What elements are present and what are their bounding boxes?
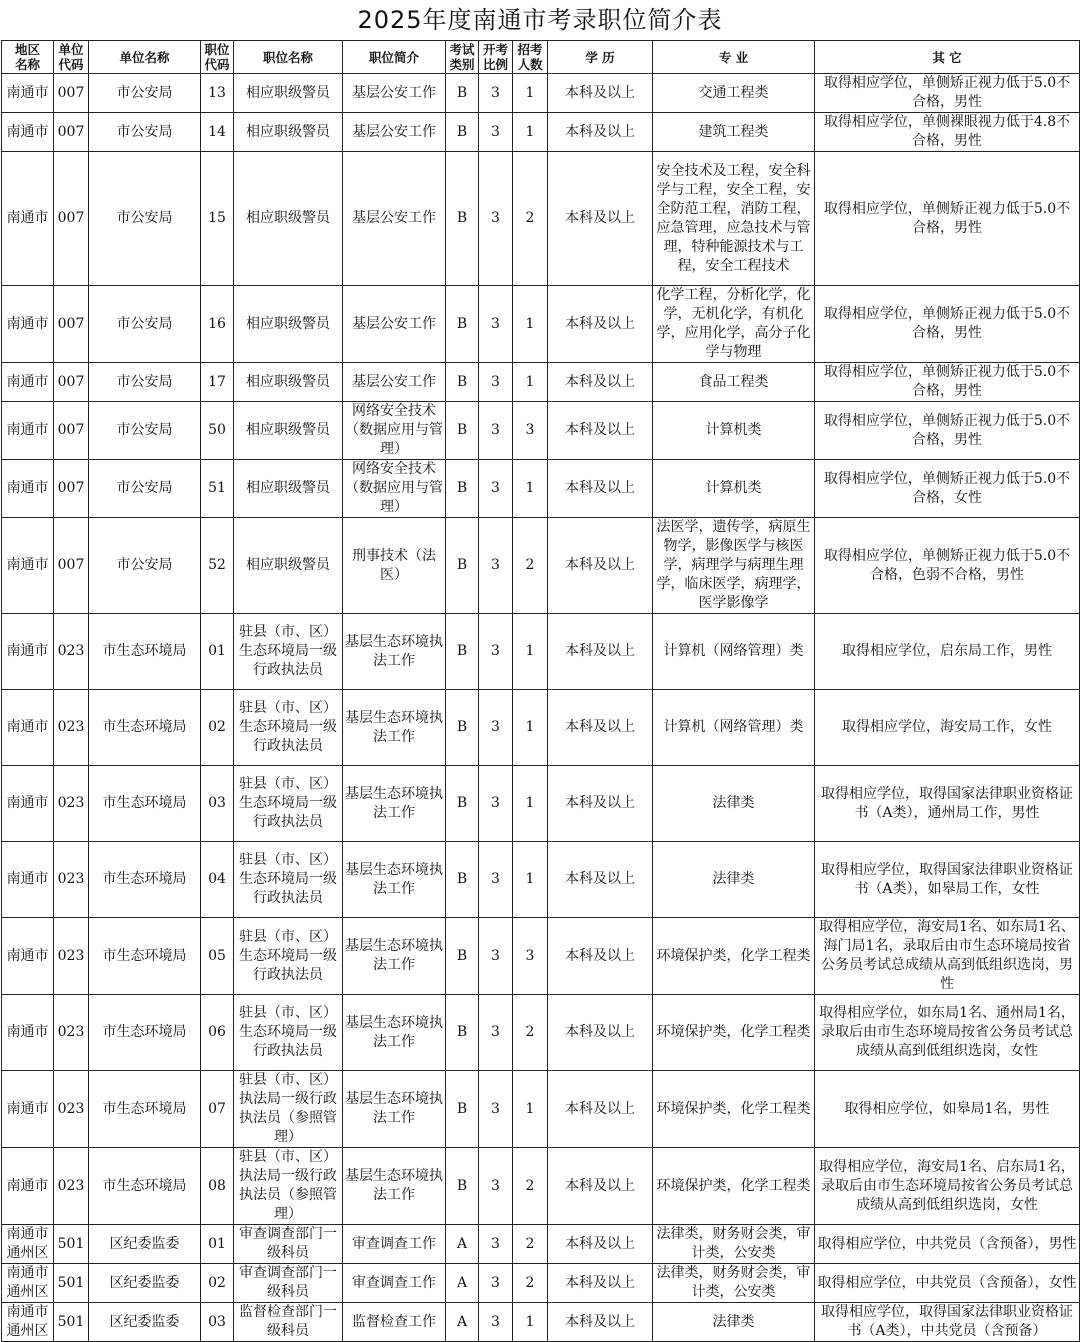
other-requirements-cell: 取得相应学位，海安局1名、启东局1名，录取后由市生态环境局按省公务员考试总成绩从高到低组织选岗，女性 xyxy=(815,1148,1080,1225)
position-code-cell: 02 xyxy=(201,690,234,766)
region-cell: 南通市 xyxy=(2,152,54,286)
header-major xyxy=(653,41,815,74)
unit-code-cell: 007 xyxy=(54,402,89,460)
region-cell: 南通市 xyxy=(2,614,54,690)
other-requirements-cell: 取得相应学位，中共党员（含预备），男性 xyxy=(815,1225,1080,1264)
header-position-code-line2: 代码 xyxy=(204,57,230,72)
exam-ratio-cell: 3 xyxy=(479,152,513,286)
other-requirements-cell: 取得相应学位，单侧矫正视力低于5.0不合格，男性 xyxy=(815,286,1080,363)
hiring-count-cell: 1 xyxy=(513,286,548,363)
exam-type-cell: A xyxy=(446,1264,479,1303)
table-row xyxy=(2,363,1080,402)
other-requirements-cell: 取得相应学位，单侧矫正视力低于5.0不合格，女性 xyxy=(815,460,1080,518)
region-cell: 南通市 xyxy=(2,766,54,842)
position-name-cell: 驻县（市、区）生态环境局一级行政执法员 xyxy=(234,995,343,1071)
unit-name-cell: 市生态环境局 xyxy=(89,995,201,1071)
header-exam-ratio-line2: 比例 xyxy=(482,57,508,72)
hiring-count-cell: 2 xyxy=(513,1264,548,1303)
other-requirements-cell: 取得相应学位，单侧矫正视力低于5.0不合格，色弱不合格，男性 xyxy=(815,518,1080,614)
unit-name-cell: 市公安局 xyxy=(89,152,201,286)
region-cell: 南通市 xyxy=(2,918,54,995)
header-region xyxy=(2,41,54,74)
region-cell: 南通市 xyxy=(2,113,54,152)
unit-code-cell: 023 xyxy=(54,918,89,995)
unit-name-cell: 市生态环境局 xyxy=(89,1148,201,1225)
unit-name-cell: 市生态环境局 xyxy=(89,918,201,995)
unit-name-cell: 市生态环境局 xyxy=(89,766,201,842)
unit-code-cell: 007 xyxy=(54,152,89,286)
table-row xyxy=(2,286,1080,363)
header-exam-ratio-line1: 开考 xyxy=(482,42,508,57)
major-cell: 计算机（网络管理）类 xyxy=(653,614,815,690)
position-code-cell: 17 xyxy=(201,363,234,402)
position-name-cell: 驻县（市、区）生态环境局一级行政执法员 xyxy=(234,690,343,766)
exam-type-cell: B xyxy=(446,690,479,766)
header-exam-type-line2: 类别 xyxy=(449,57,475,72)
exam-ratio-cell: 3 xyxy=(479,1225,513,1264)
position-name-cell: 监督检查部门一级科员 xyxy=(234,1303,343,1342)
exam-type-cell: B xyxy=(446,113,479,152)
table-row xyxy=(2,460,1080,518)
exam-type-cell: A xyxy=(446,1225,479,1264)
education-cell: 本科及以上 xyxy=(548,842,653,918)
exam-type-cell: B xyxy=(446,152,479,286)
exam-ratio-cell: 3 xyxy=(479,1264,513,1303)
exam-type-cell: B xyxy=(446,918,479,995)
region-cell: 南通市 xyxy=(2,1148,54,1225)
unit-name-cell: 市公安局 xyxy=(89,460,201,518)
hiring-count-cell: 3 xyxy=(513,402,548,460)
header-unit-code-line1: 单位 xyxy=(58,42,84,57)
position-code-cell: 15 xyxy=(201,152,234,286)
unit-name-cell: 区纪委监委 xyxy=(89,1225,201,1264)
table-row xyxy=(2,152,1080,286)
major-cell: 环境保护类，化学工程类 xyxy=(653,918,815,995)
major-cell: 法律类，财务财会类，审计类，公安类 xyxy=(653,1264,815,1303)
education-cell: 本科及以上 xyxy=(548,286,653,363)
hiring-count-cell: 1 xyxy=(513,842,548,918)
unit-name-cell: 市生态环境局 xyxy=(89,1071,201,1148)
unit-code-cell: 007 xyxy=(54,363,89,402)
education-cell: 本科及以上 xyxy=(548,460,653,518)
position-code-cell: 52 xyxy=(201,518,234,614)
position-name-cell: 驻县（市、区）执法局一级行政执法员（参照管理） xyxy=(234,1071,343,1148)
position-name-cell: 审查调查部门一级科员 xyxy=(234,1225,343,1264)
education-cell: 本科及以上 xyxy=(548,1071,653,1148)
other-requirements-cell: 取得相应学位，单侧矫正视力低于5.0不合格，男性 xyxy=(815,363,1080,402)
exam-type-cell: B xyxy=(446,74,479,113)
exam-type-cell: B xyxy=(446,1148,479,1225)
position-description-cell: 基层公安工作 xyxy=(343,363,446,402)
table-body xyxy=(2,74,1080,1342)
region-cell: 南通市通州区 xyxy=(2,1303,54,1342)
hiring-count-cell: 1 xyxy=(513,1071,548,1148)
major-cell: 安全技术及工程，安全科学与工程，安全工程，安全防范工程，消防工程，应急管理，应急技术与管理，特种能源技术与工程，安全工程技术 xyxy=(653,152,815,286)
header-position-description xyxy=(343,41,446,74)
position-description-cell: 网络安全技术（数据应用与管理） xyxy=(343,460,446,518)
exam-ratio-cell: 3 xyxy=(479,1071,513,1148)
unit-name-cell: 区纪委监委 xyxy=(89,1303,201,1342)
education-cell: 本科及以上 xyxy=(548,1264,653,1303)
position-code-cell: 50 xyxy=(201,402,234,460)
unit-code-cell: 023 xyxy=(54,690,89,766)
education-cell: 本科及以上 xyxy=(548,152,653,286)
exam-ratio-cell: 3 xyxy=(479,113,513,152)
region-cell: 南通市 xyxy=(2,460,54,518)
position-description-cell: 基层生态环境执法工作 xyxy=(343,766,446,842)
exam-ratio-cell: 3 xyxy=(479,74,513,113)
position-description-cell: 刑事技术（法医） xyxy=(343,518,446,614)
hiring-count-cell: 1 xyxy=(513,74,548,113)
header-region-line1: 地区 xyxy=(14,42,40,57)
other-requirements-cell: 取得相应学位，如东局1名、通州局1名，录取后由市生态环境局按省公务员考试总成绩从高到低组织选岗，女性 xyxy=(815,995,1080,1071)
position-description-cell: 基层生态环境执法工作 xyxy=(343,918,446,995)
region-cell: 南通市 xyxy=(2,402,54,460)
position-name-cell: 相应职级警员 xyxy=(234,74,343,113)
header-other-requirements xyxy=(815,41,1080,74)
exam-ratio-cell: 3 xyxy=(479,614,513,690)
hiring-count-cell: 2 xyxy=(513,995,548,1071)
position-name-cell: 相应职级警员 xyxy=(234,402,343,460)
unit-code-cell: 501 xyxy=(54,1303,89,1342)
exam-type-cell: B xyxy=(446,518,479,614)
table-row xyxy=(2,402,1080,460)
table-row xyxy=(2,113,1080,152)
other-requirements-cell: 取得相应学位，取得国家法律职业资格证书（A类），如皋局工作，女性 xyxy=(815,842,1080,918)
position-description-cell: 基层生态环境执法工作 xyxy=(343,690,446,766)
exam-ratio-cell: 3 xyxy=(479,766,513,842)
education-cell: 本科及以上 xyxy=(548,995,653,1071)
position-code-cell: 08 xyxy=(201,1148,234,1225)
exam-type-cell: B xyxy=(446,460,479,518)
education-cell: 本科及以上 xyxy=(548,1225,653,1264)
region-cell: 南通市 xyxy=(2,842,54,918)
unit-name-cell: 市公安局 xyxy=(89,286,201,363)
position-name-cell: 驻县（市、区）执法局一级行政执法员（参照管理） xyxy=(234,1148,343,1225)
exam-type-cell: B xyxy=(446,402,479,460)
education-cell: 本科及以上 xyxy=(548,1148,653,1225)
other-requirements-cell: 取得相应学位，取得国家法律职业资格证书（A类），中共党员（含预备） xyxy=(815,1303,1080,1342)
position-code-cell: 07 xyxy=(201,1071,234,1148)
header-exam-type-line1: 考试 xyxy=(449,42,475,57)
major-cell: 计算机（网络管理）类 xyxy=(653,690,815,766)
table-row xyxy=(2,1303,1080,1342)
education-cell: 本科及以上 xyxy=(548,518,653,614)
region-cell: 南通市 xyxy=(2,995,54,1071)
position-description-cell: 审查调查工作 xyxy=(343,1225,446,1264)
unit-name-cell: 市公安局 xyxy=(89,402,201,460)
unit-name-cell: 市公安局 xyxy=(89,363,201,402)
header-other-requirements-line1: 其 它 xyxy=(932,49,962,65)
unit-code-cell: 023 xyxy=(54,1148,89,1225)
exam-ratio-cell: 3 xyxy=(479,690,513,766)
exam-type-cell: B xyxy=(446,286,479,363)
position-name-cell: 相应职级警员 xyxy=(234,286,343,363)
unit-code-cell: 023 xyxy=(54,766,89,842)
exam-ratio-cell: 3 xyxy=(479,918,513,995)
header-unit-name xyxy=(89,41,201,74)
position-description-cell: 基层生态环境执法工作 xyxy=(343,1148,446,1225)
major-cell: 计算机类 xyxy=(653,460,815,518)
position-description-cell: 监督检查工作 xyxy=(343,1303,446,1342)
hiring-count-cell: 1 xyxy=(513,363,548,402)
position-description-cell: 基层生态环境执法工作 xyxy=(343,995,446,1071)
header-hiring-count-line1: 招考 xyxy=(517,42,543,57)
table-row xyxy=(2,1225,1080,1264)
other-requirements-cell: 取得相应学位，单侧裸眼视力低于4.8不合格，男性 xyxy=(815,113,1080,152)
header-position-name-line1: 职位名称 xyxy=(262,49,313,65)
position-name-cell: 驻县（市、区）生态环境局一级行政执法员 xyxy=(234,614,343,690)
hiring-count-cell: 1 xyxy=(513,614,548,690)
table-row xyxy=(2,614,1080,690)
unit-code-cell: 007 xyxy=(54,113,89,152)
unit-code-cell: 023 xyxy=(54,1071,89,1148)
position-name-cell: 驻县（市、区）生态环境局一级行政执法员 xyxy=(234,918,343,995)
education-cell: 本科及以上 xyxy=(548,402,653,460)
table-row xyxy=(2,1148,1080,1225)
unit-name-cell: 市生态环境局 xyxy=(89,690,201,766)
exam-type-cell: B xyxy=(446,614,479,690)
hiring-count-cell: 1 xyxy=(513,113,548,152)
major-cell: 计算机类 xyxy=(653,402,815,460)
exam-ratio-cell: 3 xyxy=(479,518,513,614)
header-position-description-line1: 职位简介 xyxy=(368,49,419,65)
unit-name-cell: 市生态环境局 xyxy=(89,614,201,690)
unit-name-cell: 市生态环境局 xyxy=(89,842,201,918)
region-cell: 南通市 xyxy=(2,518,54,614)
hiring-count-cell: 3 xyxy=(513,918,548,995)
major-cell: 法医学，遗传学，病原生物学，影像医学与核医学，病理学与病理生理学，临床医学，病理学，医学影像学 xyxy=(653,518,815,614)
hiring-count-cell: 2 xyxy=(513,1148,548,1225)
header-row xyxy=(2,41,1080,74)
header-position-name xyxy=(234,41,343,74)
major-cell: 交通工程类 xyxy=(653,74,815,113)
region-cell: 南通市通州区 xyxy=(2,1264,54,1303)
hiring-count-cell: 2 xyxy=(513,1225,548,1264)
position-name-cell: 相应职级警员 xyxy=(234,152,343,286)
position-name-cell: 驻县（市、区）生态环境局一级行政执法员 xyxy=(234,766,343,842)
position-code-cell: 05 xyxy=(201,918,234,995)
table-row xyxy=(2,842,1080,918)
exam-type-cell: A xyxy=(446,1303,479,1342)
table-row xyxy=(2,1264,1080,1303)
hiring-count-cell: 2 xyxy=(513,152,548,286)
hiring-count-cell: 2 xyxy=(513,518,548,614)
major-cell: 法律类 xyxy=(653,1303,815,1342)
exam-type-cell: B xyxy=(446,995,479,1071)
position-name-cell: 相应职级警员 xyxy=(234,363,343,402)
exam-ratio-cell: 3 xyxy=(479,995,513,1071)
position-code-cell: 13 xyxy=(201,74,234,113)
region-cell: 南通市 xyxy=(2,74,54,113)
major-cell: 建筑工程类 xyxy=(653,113,815,152)
other-requirements-cell: 取得相应学位，单侧矫正视力低于5.0不合格，男性 xyxy=(815,402,1080,460)
exam-ratio-cell: 3 xyxy=(479,842,513,918)
header-education-line1: 学 历 xyxy=(585,49,615,65)
exam-ratio-cell: 3 xyxy=(479,402,513,460)
header-education xyxy=(548,41,653,74)
unit-name-cell: 市公安局 xyxy=(89,113,201,152)
header-hiring-count xyxy=(513,41,548,74)
position-name-cell: 相应职级警员 xyxy=(234,518,343,614)
other-requirements-cell: 取得相应学位，启东局工作，男性 xyxy=(815,614,1080,690)
unit-name-cell: 市公安局 xyxy=(89,518,201,614)
region-cell: 南通市 xyxy=(2,286,54,363)
position-description-cell: 基层生态环境执法工作 xyxy=(343,614,446,690)
unit-code-cell: 501 xyxy=(54,1264,89,1303)
unit-code-cell: 501 xyxy=(54,1225,89,1264)
position-code-cell: 01 xyxy=(201,614,234,690)
exam-type-cell: B xyxy=(446,766,479,842)
education-cell: 本科及以上 xyxy=(548,690,653,766)
hiring-count-cell: 1 xyxy=(513,690,548,766)
header-position-code-line1: 职位 xyxy=(204,42,230,57)
unit-code-cell: 007 xyxy=(54,74,89,113)
major-cell: 法律类 xyxy=(653,766,815,842)
position-name-cell: 审查调查部门一级科员 xyxy=(234,1264,343,1303)
exam-type-cell: B xyxy=(446,1071,479,1148)
header-unit-code-line2: 代码 xyxy=(58,57,84,72)
region-cell: 南通市 xyxy=(2,363,54,402)
table-row xyxy=(2,766,1080,842)
table-row xyxy=(2,918,1080,995)
hiring-count-cell: 1 xyxy=(513,766,548,842)
exam-type-cell: B xyxy=(446,842,479,918)
position-table xyxy=(1,40,1080,1342)
position-code-cell: 14 xyxy=(201,113,234,152)
other-requirements-cell: 取得相应学位，海安局1名、如东局1名、海门局1名，录取后由市生态环境局按省公务员考试总成绩从高到低组织选岗，男性 xyxy=(815,918,1080,995)
unit-code-cell: 023 xyxy=(54,614,89,690)
position-name-cell: 驻县（市、区）生态环境局一级行政执法员 xyxy=(234,842,343,918)
position-description-cell: 基层公安工作 xyxy=(343,286,446,363)
education-cell: 本科及以上 xyxy=(548,1303,653,1342)
unit-code-cell: 007 xyxy=(54,460,89,518)
other-requirements-cell: 取得相应学位，如皋局1名，男性 xyxy=(815,1071,1080,1148)
position-name-cell: 相应职级警员 xyxy=(234,460,343,518)
table-row xyxy=(2,1071,1080,1148)
position-code-cell: 03 xyxy=(201,766,234,842)
education-cell: 本科及以上 xyxy=(548,766,653,842)
major-cell: 环境保护类，化学工程类 xyxy=(653,1148,815,1225)
position-code-cell: 03 xyxy=(201,1303,234,1342)
position-description-cell: 基层公安工作 xyxy=(343,74,446,113)
major-cell: 环境保护类，化学工程类 xyxy=(653,1071,815,1148)
education-cell: 本科及以上 xyxy=(548,363,653,402)
position-description-cell: 基层公安工作 xyxy=(343,113,446,152)
unit-code-cell: 023 xyxy=(54,842,89,918)
header-hiring-count-line2: 人数 xyxy=(517,57,543,72)
exam-type-cell: B xyxy=(446,363,479,402)
exam-ratio-cell: 3 xyxy=(479,363,513,402)
position-description-cell: 审查调查工作 xyxy=(343,1264,446,1303)
other-requirements-cell: 取得相应学位，中共党员（含预备），女性 xyxy=(815,1264,1080,1303)
education-cell: 本科及以上 xyxy=(548,74,653,113)
education-cell: 本科及以上 xyxy=(548,918,653,995)
education-cell: 本科及以上 xyxy=(548,614,653,690)
other-requirements-cell: 取得相应学位，单侧矫正视力低于5.0不合格，男性 xyxy=(815,152,1080,286)
region-cell: 南通市 xyxy=(2,1071,54,1148)
position-name-cell: 相应职级警员 xyxy=(234,113,343,152)
position-code-cell: 04 xyxy=(201,842,234,918)
major-cell: 食品工程类 xyxy=(653,363,815,402)
position-description-cell: 基层生态环境执法工作 xyxy=(343,1071,446,1148)
exam-ratio-cell: 3 xyxy=(479,286,513,363)
header-unit-code xyxy=(54,41,89,74)
other-requirements-cell: 取得相应学位，单侧矫正视力低于5.0不合格，男性 xyxy=(815,74,1080,113)
major-cell: 法律类 xyxy=(653,842,815,918)
major-cell: 法律类，财务财会类，审计类，公安类 xyxy=(653,1225,815,1264)
table-row xyxy=(2,518,1080,614)
exam-ratio-cell: 3 xyxy=(479,460,513,518)
header-unit-name-line1: 单位名称 xyxy=(119,49,170,65)
unit-name-cell: 区纪委监委 xyxy=(89,1264,201,1303)
major-cell: 化学工程，分析化学，化学，无机化学，有机化学，应用化学，高分子化学与物理 xyxy=(653,286,815,363)
hiring-count-cell: 1 xyxy=(513,460,548,518)
unit-name-cell: 市公安局 xyxy=(89,74,201,113)
position-code-cell: 01 xyxy=(201,1225,234,1264)
position-description-cell: 基层生态环境执法工作 xyxy=(343,842,446,918)
other-requirements-cell: 取得相应学位，取得国家法律职业资格证书（A类），通州局工作，男性 xyxy=(815,766,1080,842)
unit-code-cell: 007 xyxy=(54,518,89,614)
unit-code-cell: 007 xyxy=(54,286,89,363)
position-code-cell: 02 xyxy=(201,1264,234,1303)
region-cell: 南通市通州区 xyxy=(2,1225,54,1264)
position-description-cell: 基层公安工作 xyxy=(343,152,446,286)
header-exam-ratio xyxy=(479,41,513,74)
hiring-count-cell: 1 xyxy=(513,1303,548,1342)
exam-ratio-cell: 3 xyxy=(479,1148,513,1225)
position-code-cell: 51 xyxy=(201,460,234,518)
unit-code-cell: 023 xyxy=(54,995,89,1071)
header-region-line2: 名称 xyxy=(14,57,40,72)
position-description-cell: 网络安全技术（数据应用与管理） xyxy=(343,402,446,460)
major-cell: 环境保护类，化学工程类 xyxy=(653,995,815,1071)
table-row xyxy=(2,995,1080,1071)
other-requirements-cell: 取得相应学位，海安局工作，女性 xyxy=(815,690,1080,766)
page-title: 2025年度南通市考录职位简介表 xyxy=(357,6,723,34)
header-position-code xyxy=(201,41,234,74)
position-code-cell: 06 xyxy=(201,995,234,1071)
table-row xyxy=(2,74,1080,113)
header-major-line1: 专 业 xyxy=(718,49,749,65)
table-row xyxy=(2,690,1080,766)
education-cell: 本科及以上 xyxy=(548,113,653,152)
position-code-cell: 16 xyxy=(201,286,234,363)
exam-ratio-cell: 3 xyxy=(479,1303,513,1342)
header-exam-type xyxy=(446,41,479,74)
region-cell: 南通市 xyxy=(2,690,54,766)
